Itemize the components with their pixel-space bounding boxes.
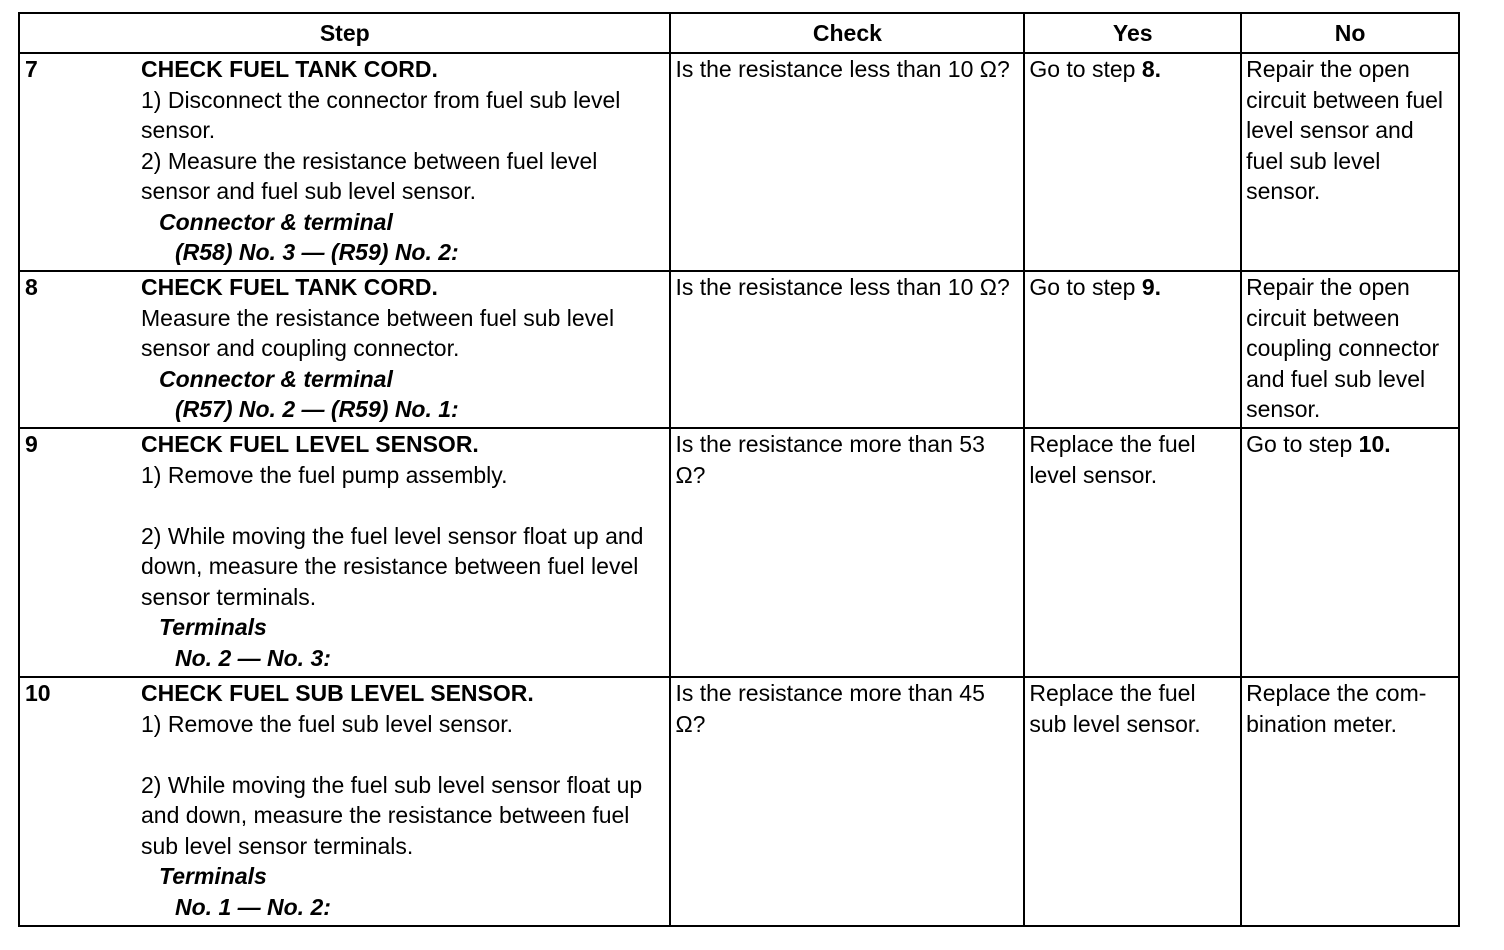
yes-cell	[1024, 271, 1241, 428]
yes-cell: Replace the fuel level sensor.	[1024, 428, 1241, 677]
check-cell: Is the resistance less than 10 Ω?	[670, 271, 1024, 428]
terminal-spec: No. 2 — No. 3:	[175, 644, 331, 671]
step-number: 7	[25, 56, 38, 82]
step-cell	[19, 53, 670, 271]
terminals-label: Terminals	[159, 863, 267, 889]
header-check: Check	[670, 13, 1024, 53]
check-cell: Is the resistance less than 10 Ω?	[670, 53, 1024, 271]
check-cell: Is the resistance more than 53 Ω?	[670, 428, 1024, 677]
step-number: 9	[25, 431, 38, 457]
terminal-spec: No. 1 — No. 2:	[175, 893, 331, 920]
no-cell	[1241, 428, 1459, 677]
no-cell: Repair the open circuit between coupling connector and fuel sub level sensor.	[1241, 271, 1459, 428]
yes-text: Go to step	[1029, 274, 1142, 300]
step-cell	[19, 677, 670, 926]
step-cell	[19, 271, 670, 428]
step-instruction: 1) Remove the fuel pump assembly.	[141, 461, 508, 488]
no-cell: Replace the com-bination meter.	[1241, 677, 1459, 926]
table-row	[19, 677, 1459, 926]
step-title: CHECK FUEL SUB LEVEL SENSOR.	[141, 680, 534, 706]
step-instruction: 2) While moving the fuel level sensor float up and down, measure the resistance between fuel level sensor terminals.	[141, 522, 644, 610]
step-link: 10.	[1358, 431, 1391, 457]
table-row	[19, 428, 1459, 677]
step-title: CHECK FUEL LEVEL SENSOR.	[141, 431, 479, 457]
header-step: Step	[19, 13, 670, 53]
step-instruction: 1) Disconnect the connector from fuel sub level sensor.	[141, 86, 621, 143]
terminal-spec: (R57) No. 2 — (R59) No. 1:	[175, 396, 459, 422]
spacer	[141, 490, 661, 521]
diagnostic-table	[18, 12, 1460, 927]
step-link: 9.	[1141, 274, 1162, 300]
yes-text: Go to step	[1029, 56, 1142, 82]
step-instruction: 2) Measure the resistance between fuel level sensor and fuel sub level sensor.	[141, 147, 598, 204]
connector-label: Connector & terminal	[159, 365, 393, 392]
step-instruction: 1) Remove the fuel sub level sensor.	[141, 710, 514, 737]
step-link: 8.	[1141, 56, 1162, 82]
step-cell	[19, 428, 670, 677]
step-number: 10	[25, 680, 51, 706]
header-row	[19, 13, 1459, 53]
table-row	[19, 271, 1459, 428]
yes-cell	[1024, 53, 1241, 271]
step-instruction: Measure the resistance between fuel sub level sensor and coupling connector.	[141, 304, 615, 361]
no-text: Go to step	[1246, 431, 1359, 457]
yes-cell: Replace the fuel sub level sensor.	[1024, 677, 1241, 926]
connector-label: Connector & terminal	[159, 208, 393, 235]
spacer	[141, 739, 661, 770]
step-instruction: 2) While moving the fuel sub level sensor float up and down, measure the resistance between fuel sub level sensor terminals.	[141, 771, 643, 859]
header-no: No	[1241, 13, 1459, 53]
step-title: CHECK FUEL TANK CORD.	[141, 56, 438, 82]
terminal-spec: (R58) No. 3 — (R59) No. 2:	[175, 239, 459, 265]
header-yes: Yes	[1024, 13, 1241, 53]
step-number: 8	[25, 274, 38, 300]
step-title: CHECK FUEL TANK CORD.	[141, 274, 438, 300]
no-cell: Repair the open circuit between fuel level sensor and fuel sub level sensor.	[1241, 53, 1459, 271]
terminals-label: Terminals	[159, 614, 267, 640]
check-cell: Is the resistance more than 45 Ω?	[670, 677, 1024, 926]
table-row	[19, 53, 1459, 271]
